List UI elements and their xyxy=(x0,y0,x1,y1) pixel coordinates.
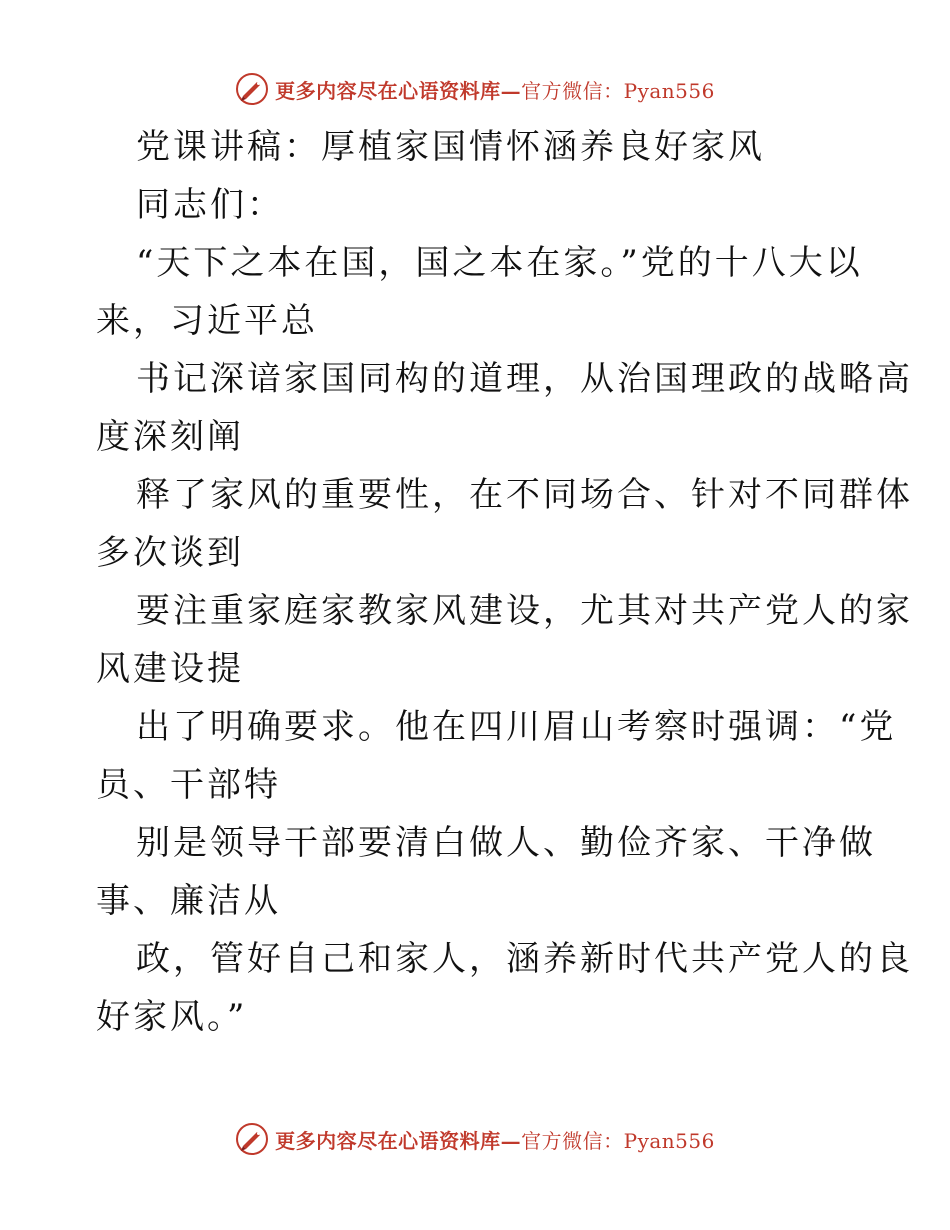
text-line: 度深刻阐 xyxy=(96,417,244,457)
watermark-wechat-id: Pyan556 xyxy=(623,78,715,103)
text-line: 来，习近平总 xyxy=(96,301,318,341)
watermark-text xyxy=(275,1125,715,1154)
watermark-text xyxy=(275,75,715,104)
text-line: “天下之本在国，国之本在家。”党的十八大以 xyxy=(136,243,863,283)
text-line: 书记深谙家国同构的道理，从治国理政的战略高 xyxy=(136,359,913,399)
pen-logo-icon xyxy=(235,1122,269,1156)
text-line: 好家风。” xyxy=(96,997,248,1037)
text-line: 政，管好自己和家人，涵养新时代共产党人的良 xyxy=(136,939,913,979)
footer-watermark xyxy=(0,1122,950,1156)
watermark-main: 更多内容尽在心语资料库 xyxy=(275,1128,501,1153)
text-line: 释了家风的重要性，在不同场合、针对不同群体 xyxy=(136,475,913,515)
pen-logo-icon xyxy=(235,72,269,106)
text-line: 员、干部特 xyxy=(96,765,281,805)
watermark-main: 更多内容尽在心语资料库 xyxy=(275,78,501,103)
document-title: 党课讲稿：厚植家国情怀涵养良好家风 xyxy=(136,127,765,167)
text-line: 要注重家庭家教家风建设，尤其对共产党人的家 xyxy=(136,591,913,631)
header-watermark xyxy=(0,72,950,106)
watermark-dash: — xyxy=(500,1128,522,1153)
text-line: 多次谈到 xyxy=(96,533,244,573)
text-line: 别是领导干部要清白做人、勤俭齐家、干净做 xyxy=(136,823,876,863)
watermark-wechat-label: 官方微信： xyxy=(521,1128,624,1153)
watermark-dash: — xyxy=(500,78,522,103)
watermark-wechat-label: 官方微信： xyxy=(521,78,624,103)
watermark-wechat-id: Pyan556 xyxy=(623,1128,715,1153)
text-line: 出了明确要求。他在四川眉山考察时强调：“党 xyxy=(136,707,897,747)
document-body xyxy=(96,118,913,1046)
text-line: 事、廉洁从 xyxy=(96,881,281,921)
text-line: 风建设提 xyxy=(96,649,244,689)
salutation: 同志们： xyxy=(136,185,284,225)
